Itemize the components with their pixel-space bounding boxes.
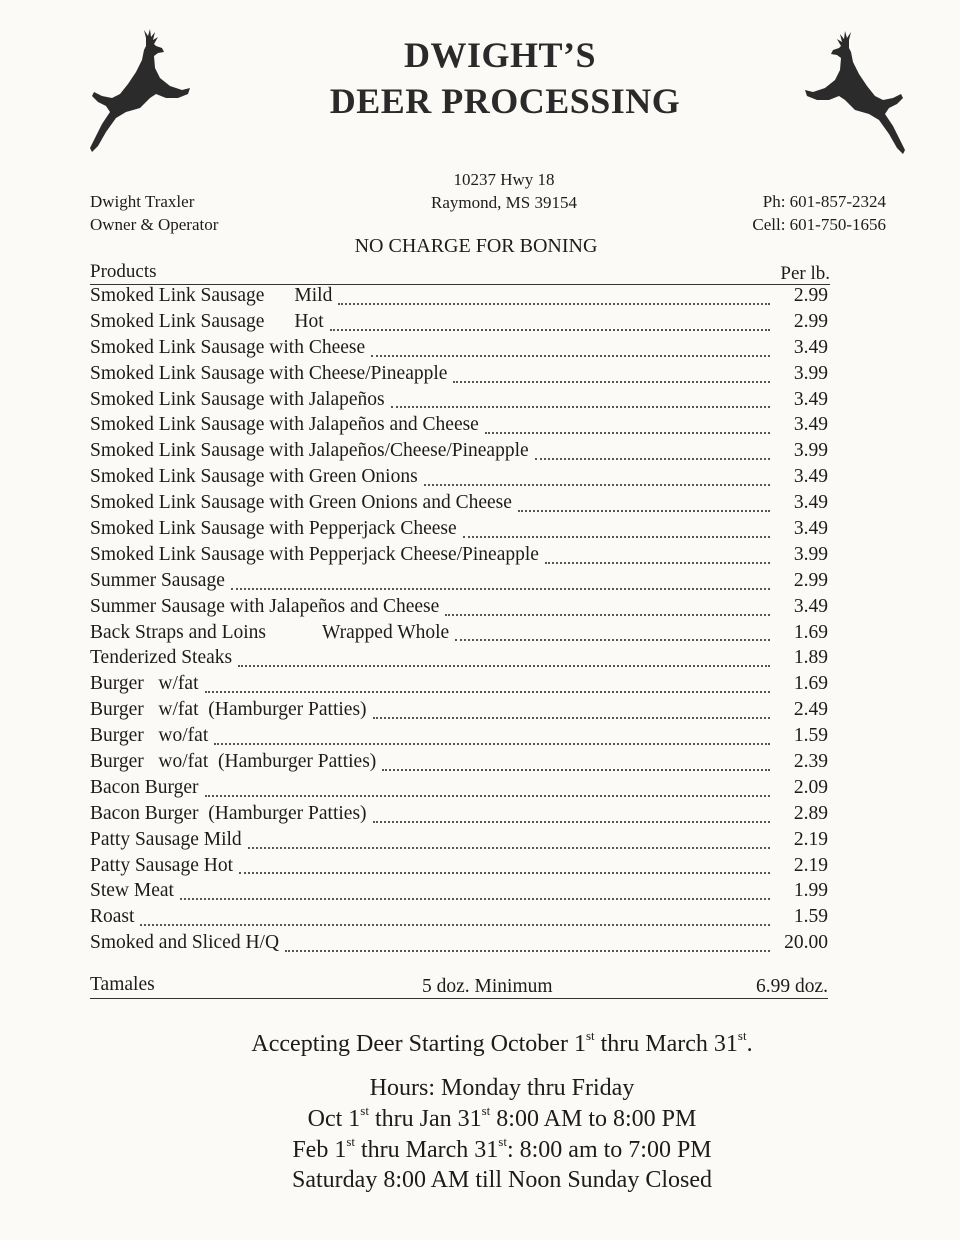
list-item	[90, 829, 828, 855]
product-price: 2.19	[793, 828, 828, 850]
product-name: Smoked Link Sausage with Cheese/Pineapple	[90, 362, 448, 384]
product-price: 1.69	[793, 621, 828, 643]
product-price: 1.59	[793, 725, 828, 747]
dot-leader	[445, 614, 770, 616]
boning-notice: NO CHARGE FOR BONING	[354, 235, 598, 257]
list-item	[90, 622, 828, 648]
tamales-row	[90, 972, 828, 999]
product-price: 2.39	[793, 751, 828, 773]
list-item	[90, 466, 828, 492]
contact-info	[752, 190, 886, 236]
list-item	[90, 699, 828, 725]
list-item	[90, 880, 828, 906]
product-variant: Mild	[294, 285, 333, 306]
product-name: Smoked Link Sausage	[90, 285, 265, 306]
dot-leader	[545, 562, 770, 564]
product-name: Smoked Link Sausage with Green Onions and Cheese	[90, 492, 512, 514]
price-table-header	[90, 260, 830, 285]
dot-leader	[535, 458, 770, 460]
product-name: Bacon Burger	[90, 776, 199, 798]
list-item	[90, 285, 828, 311]
hours-weekend: Saturday 8:00 AM till Noon Sunday Closed	[292, 1167, 712, 1193]
list-item	[90, 518, 828, 544]
list-item	[90, 414, 828, 440]
product-name: Patty Sausage Mild	[90, 828, 242, 850]
product-name: Tenderized Steaks	[90, 647, 233, 669]
dot-leader	[424, 484, 770, 486]
dot-leader	[140, 924, 770, 926]
dot-leader	[338, 303, 770, 305]
product-variant: Wrapped Whole	[322, 621, 450, 643]
products-column-label: Products	[90, 261, 157, 282]
dot-leader	[455, 639, 770, 641]
product-name: Smoked Link Sausage with Cheese	[90, 336, 366, 358]
product-price: 3.49	[793, 466, 828, 488]
product-name: Burger w/fat	[90, 673, 199, 695]
list-item	[90, 544, 828, 570]
product-name: Smoked Link Sausage with Jalapeños	[90, 388, 385, 410]
list-item	[90, 777, 828, 803]
product-price: 3.99	[793, 543, 828, 565]
dot-leader	[463, 536, 770, 538]
address-city: Raymond, MS 39154	[431, 193, 577, 212]
list-item	[90, 492, 828, 518]
product-name: Smoked Link Sausage	[90, 310, 265, 332]
address-street: 10237 Hwy 18	[453, 170, 555, 189]
business-subtitle: DEER PROCESSING	[329, 81, 681, 121]
tamales-name: Tamales	[90, 974, 155, 995]
list-item	[90, 337, 828, 363]
hours-feb-mar: Feb 1st thru March 31st: 8:00 am to 7:00 PM	[292, 1134, 712, 1163]
product-variant: Hot	[294, 310, 324, 332]
product-price: 1.59	[793, 906, 828, 928]
product-name: Smoked Link Sausage with Jalapeños and Cheese	[90, 414, 479, 436]
phone-number: Ph: 601-857-2324	[762, 192, 886, 211]
dot-leader	[453, 381, 770, 383]
product-price: 3.49	[793, 492, 828, 514]
product-name: Smoked Link Sausage with Jalapeños/Cheese/Pineapple	[90, 440, 529, 462]
hours-title: Hours: Monday thru Friday	[369, 1075, 635, 1101]
leaping-deer-right-icon	[800, 30, 912, 158]
owner-role: Owner & Operator	[90, 215, 219, 234]
product-price: 1.89	[793, 647, 828, 669]
list-item	[90, 725, 828, 751]
dot-leader	[382, 769, 770, 771]
product-name: Smoked and Sliced H/Q	[90, 932, 280, 954]
product-name: Stew Meat	[90, 880, 174, 902]
dot-leader	[285, 950, 770, 952]
business-name: DWIGHT’S	[403, 35, 597, 75]
product-price: 3.49	[793, 518, 828, 540]
price-list	[90, 285, 828, 958]
product-name: Burger wo/fat	[90, 725, 209, 747]
product-price: 3.49	[793, 595, 828, 617]
dot-leader	[371, 355, 770, 357]
product-price: 2.99	[793, 285, 828, 306]
dot-leader	[231, 588, 770, 590]
product-price: 2.99	[793, 569, 828, 591]
product-price: 2.89	[793, 802, 828, 824]
dot-leader	[518, 510, 770, 512]
dot-leader	[205, 691, 771, 693]
dot-leader	[180, 898, 770, 900]
hours-oct-jan: Oct 1st thru Jan 31st 8:00 AM to 8:00 PM	[307, 1103, 697, 1132]
product-name: Summer Sausage with Jalapeños and Cheese	[90, 595, 440, 617]
list-item	[90, 311, 828, 337]
product-name: Smoked Link Sausage with Pepperjack Cheese/Pineapple	[90, 543, 539, 565]
dot-leader	[239, 872, 770, 874]
dot-leader	[214, 743, 770, 745]
dot-leader	[248, 847, 770, 849]
list-item	[90, 389, 828, 415]
product-price: 2.19	[793, 854, 828, 876]
dot-leader	[205, 795, 771, 797]
dot-leader	[485, 432, 770, 434]
price-column-label: Per lb.	[780, 263, 830, 284]
season-notice: Accepting Deer Starting October 1st thru March 31st.	[251, 1028, 753, 1057]
product-price: 20.00	[784, 932, 828, 954]
product-name: Burger wo/fat (Hamburger Patties)	[90, 751, 377, 773]
product-price: 3.49	[793, 388, 828, 410]
product-price: 2.09	[793, 776, 828, 798]
list-item	[90, 596, 828, 622]
product-name: Summer Sausage	[90, 569, 225, 591]
list-item	[90, 363, 828, 389]
list-item	[90, 673, 828, 699]
cell-number: Cell: 601-750-1656	[752, 215, 886, 234]
product-name: Patty Sausage Hot	[90, 854, 233, 876]
product-name: Bacon Burger (Hamburger Patties)	[90, 802, 367, 824]
list-item	[90, 855, 828, 881]
list-item	[90, 647, 828, 673]
product-price: 2.99	[793, 310, 828, 332]
product-price: 3.49	[793, 414, 828, 436]
product-name: Smoked Link Sausage with Green Onions	[90, 466, 418, 488]
list-item	[90, 751, 828, 777]
list-item	[90, 570, 828, 596]
owner-name: Dwight Traxler	[90, 192, 195, 211]
dot-leader	[373, 717, 770, 719]
tamales-price: 6.99 doz.	[755, 976, 828, 997]
product-price: 3.99	[793, 362, 828, 384]
list-item	[90, 906, 828, 932]
product-price: 1.99	[793, 880, 828, 902]
product-price: 2.49	[793, 699, 828, 721]
dot-leader	[330, 329, 770, 331]
product-name: Roast	[90, 906, 135, 928]
list-item	[90, 932, 828, 958]
owner-info	[90, 190, 218, 236]
product-price: 3.99	[793, 440, 828, 462]
dot-leader	[238, 665, 770, 667]
tamales-minimum: 5 doz. Minimum	[422, 976, 553, 997]
dot-leader	[391, 406, 770, 408]
product-name: Smoked Link Sausage with Pepperjack Cheese	[90, 518, 457, 540]
product-name: Back Straps and Loins	[90, 621, 267, 643]
product-price: 1.69	[793, 673, 828, 695]
product-price: 3.49	[793, 336, 828, 358]
list-item	[90, 803, 828, 829]
dot-leader	[373, 821, 770, 823]
list-item	[90, 440, 828, 466]
product-name: Burger w/fat (Hamburger Patties)	[90, 699, 367, 721]
